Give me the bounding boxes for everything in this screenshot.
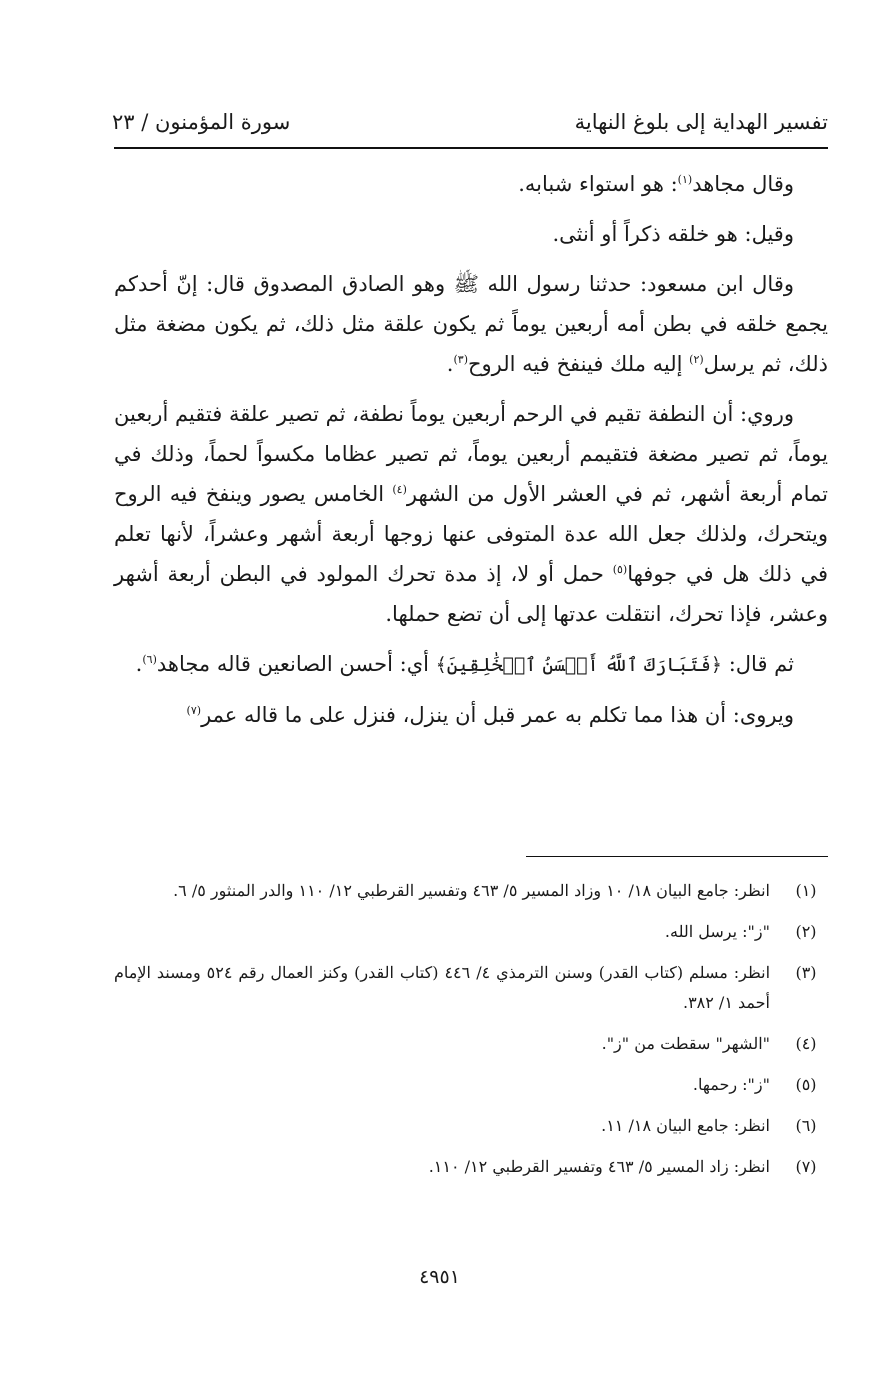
paragraph-4 [114,394,828,634]
footnote-text: "ز": يرسل الله. [664,922,770,941]
footnote-4 [114,1029,828,1059]
footnote-text: انظر: جامع البيان ١٨/ ١٠ وزاد المسير ٥/ ٤٦٣ وتفسير القرطبي ١٢/ ١١٠ والدر المنثور ٥/ ٦. [173,881,770,900]
p5-part-a: ثم قال: [722,652,794,676]
p3-part-b: إليه ملك فينفخ فيه الروح [467,352,690,376]
footnote-number: (٣) [795,963,817,982]
footnote-3 [114,958,828,1018]
running-header [112,104,828,138]
footnote-text: انظر: زاد المسير ٥/ ٤٦٣ وتفسير القرطبي ١٢/ ١١٠. [428,1157,770,1176]
footnote-number: (٥) [795,1075,817,1094]
footnote-2 [114,917,828,947]
p6-part-a: ويروى: أن هذا مما تكلم به عمر قبل أن ينزل، فنزل على ما قاله عمر [201,703,794,727]
p3-part-a: وقال ابن مسعود: حدثنا رسول الله ﷺ وهو الصادق المصدوق قال: إنّ أحدكم يجمع خلقه في بطن أمه أربعين يوماً ثم يكون علقة مثل ذلك، ثم يكون مضغة مثل ذلك، ثم يرسل [114,272,828,376]
p1-rest: : هو استواء شبابه. [518,172,678,196]
footnote-number: (١) [795,881,817,900]
footnote-ref-5: (٥) [612,563,628,576]
p4-part-c: حمل أو لا، إذ مدة تحرك المولود في البطن أربعة أشهر وعشر، فإذا تحرك، انتقلت عدتها إلى أن تضع حملها. [114,562,828,626]
footnote-text: "الشهر" سقطت من "ز". [601,1034,770,1053]
footnote-ref-4: (٤) [392,483,407,496]
footnote-7 [114,1152,828,1182]
footnote-number: (٦) [795,1116,817,1135]
quran-verse: ﴿فَتَبَارَكَ ٱللَّهُ أَحۡسَنُ ٱلۡخَٰلِقِينَ﴾ [435,654,723,676]
p4-part-b: الخامس يصور وينفخ فيه الروح ويتحرك، ولذلك جعل الله عدة المتوفى عنها زوجها أربعة أشهر وعشراً، لأنها تعلم في ذلك هل في جوفها [114,482,828,586]
footnote-number: (٧) [795,1157,817,1176]
footnote-ref-7: (٧) [186,704,202,717]
footnote-divider [526,856,828,857]
footnote-6 [114,1111,828,1141]
footnote-text: "ز": رحمها. [692,1075,770,1094]
footnote-ref-2: (٢) [689,353,704,366]
page-number: ٤٩٥١ [419,1266,460,1288]
paragraph-3 [114,264,828,384]
footnote-number: (٢) [795,922,817,941]
p3-part-c: . [446,352,454,376]
footnote-ref-3: (٣) [453,353,468,366]
footnote-ref-6: (٦) [142,653,157,666]
footnote-1 [114,876,828,906]
paragraph-1 [114,164,828,204]
footnotes-section [114,876,828,1193]
p5-part-b: أي: أحسن الصانعين قاله مجاهد [156,652,436,676]
surah-label: سورة المؤمنون / ٢٣ [112,110,291,134]
paragraph-6 [114,695,828,735]
footnote-number: (٤) [795,1034,817,1053]
footnote-text: انظر: جامع البيان ١٨/ ١١. [601,1116,770,1135]
footnote-5 [114,1070,828,1100]
paragraph-5 [114,644,828,685]
footnote-ref-1: (١) [677,173,693,186]
header-divider [114,147,828,149]
p5-part-c: . [135,652,143,676]
footnote-text: انظر: مسلم (كتاب القدر) وسنن الترمذي ٤/ ٤٤٦ (كتاب القدر) وكنز العمال رقم ٥٢٤ ومسند الإمام أحمد ١/ ٣٨٢. [114,963,771,1012]
p4-part-a: وروي: أن النطفة تقيم في الرحم أربعين يوماً نطفة، ثم تصير علقة فتقيم أربعين يوماً، ثم تصير مضغة فتقيمم أربعين يوماً، ثم تصير عظاما مكسواً لحماً، وذلك في تمام أربعة أشهر، ثم في العشر الأول من الشهر [114,402,828,506]
book-title: تفسير الهداية إلى بلوغ النهاية [574,110,828,134]
main-text [114,164,828,745]
paragraph-2: وقيل: هو خلقه ذكراً أو أنثى. [552,222,794,246]
p1-text: وقال مجاهد [692,172,794,196]
